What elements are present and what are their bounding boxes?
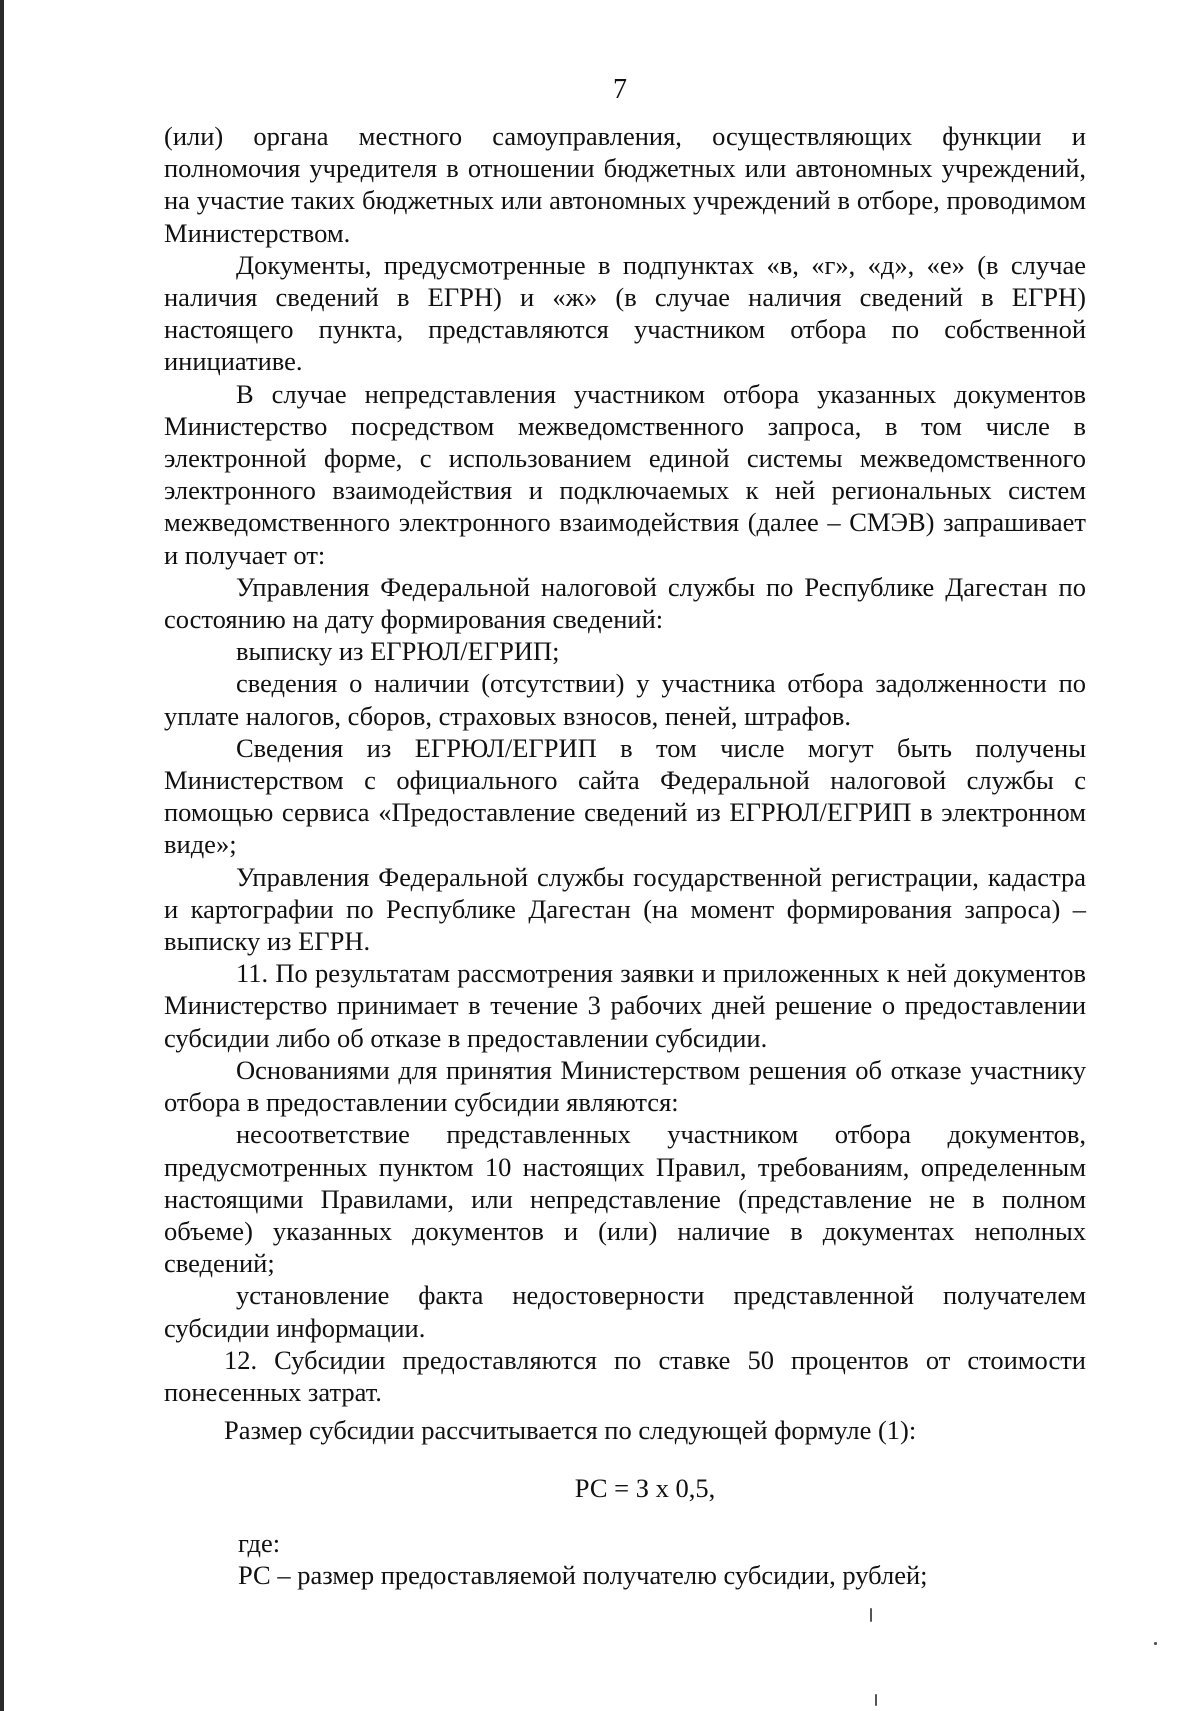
page-edge: [0, 0, 4, 1711]
paragraph-9: 11. По результатам рассмотрения заявки и приложенных к ней документов Министерство принимает в течение 3 рабочих дней решение о предоставлении субсидии либо об отказе в предоставлении субсидии.: [164, 958, 1086, 1053]
paragraph-10: Основаниями для принятия Министерством решения об отказе участнику отбора в предоставлении субсидии являются:: [164, 1054, 1086, 1118]
paragraph-6: сведения о наличии (отсутствии) у участника отбора задолженности по уплате налогов, сборов, страховых взносов, пеней, штрафов.: [164, 668, 1086, 731]
paragraph-8: Управления Федеральной службы государственной регистрации, кадастра и картографии по Республике Дагестан (на момент формирования запроса) – выписку из ЕГРН.: [164, 861, 1086, 957]
paragraph-3: В случае непредставления участником отбора указанных документов Министерство посредством межведомственного запроса, в том числе в электронной форме, с использованием единой системы межведомственного электронного взаимодействия и подключаемых к ней региональных систем межведомственного электронного взаимодействия (далее – СМЭВ) запрашивает и получает от:: [164, 378, 1086, 570]
paragraph-5: выписку из ЕГРЮЛ/ЕГРИП;: [236, 636, 560, 667]
page-number: 7: [613, 74, 627, 105]
paragraph-2: Документы, предусмотренные в подпунктах «в, «г», «д», «е» (в случае наличия сведений в ЕГРН) и «ж» (в случае наличия сведений в ЕГРН) настоящего пункта, представляются участником отбора по собственной инициативе.: [164, 249, 1086, 377]
paragraph-14: Размер субсидии рассчитывается по следующей формуле (1):: [224, 1415, 917, 1446]
paragraph-7: Сведения из ЕГРЮЛ/ЕГРИП в том числе могут быть получены Министерством с официального сайта Федеральной налоговой службы с помощью сервиса «Предоставление сведений из ЕГРЮЛ/ЕГРИП в электронном виде»;: [164, 732, 1086, 860]
paragraph-13: 12. Субсидии предоставляются по ставке 50 процентов от стоимости понесенных затрат.: [164, 1344, 1086, 1407]
body-text: [164, 120, 1086, 1591]
definition-line: РС – размер предоставляемой получателю субсидии, рублей;: [238, 1559, 928, 1590]
paragraph-1: (или) органа местного самоуправления, осуществляющих функции и полномочия учредителя в отношении бюджетных или автономных учреждений, на участие таких бюджетных или автономных учреждений в отборе, проводимом Министерством.: [164, 121, 1086, 248]
paragraph-11: несоответствие представленных участником отбора документов, предусмотренных пунктом 10 настоящих Правил, требованиям, определенным настоящими Правилами, или непредставление (представление не в полном объеме) указанных документов и (или) наличие в документах неполных сведений;: [164, 1119, 1086, 1279]
paragraph-4: Управления Федеральной налоговой службы по Республике Дагестан по состоянию на дату формирования сведений:: [164, 571, 1086, 635]
formula: РС = З х 0,5,: [574, 1473, 716, 1504]
scan-speck: [1154, 1642, 1157, 1645]
scan-speck: [875, 1694, 877, 1706]
where-label: где:: [238, 1527, 281, 1558]
paragraph-12: установление факта недостоверности представленной получателем субсидии информации.: [164, 1280, 1086, 1343]
scan-speck: [870, 1608, 872, 1622]
